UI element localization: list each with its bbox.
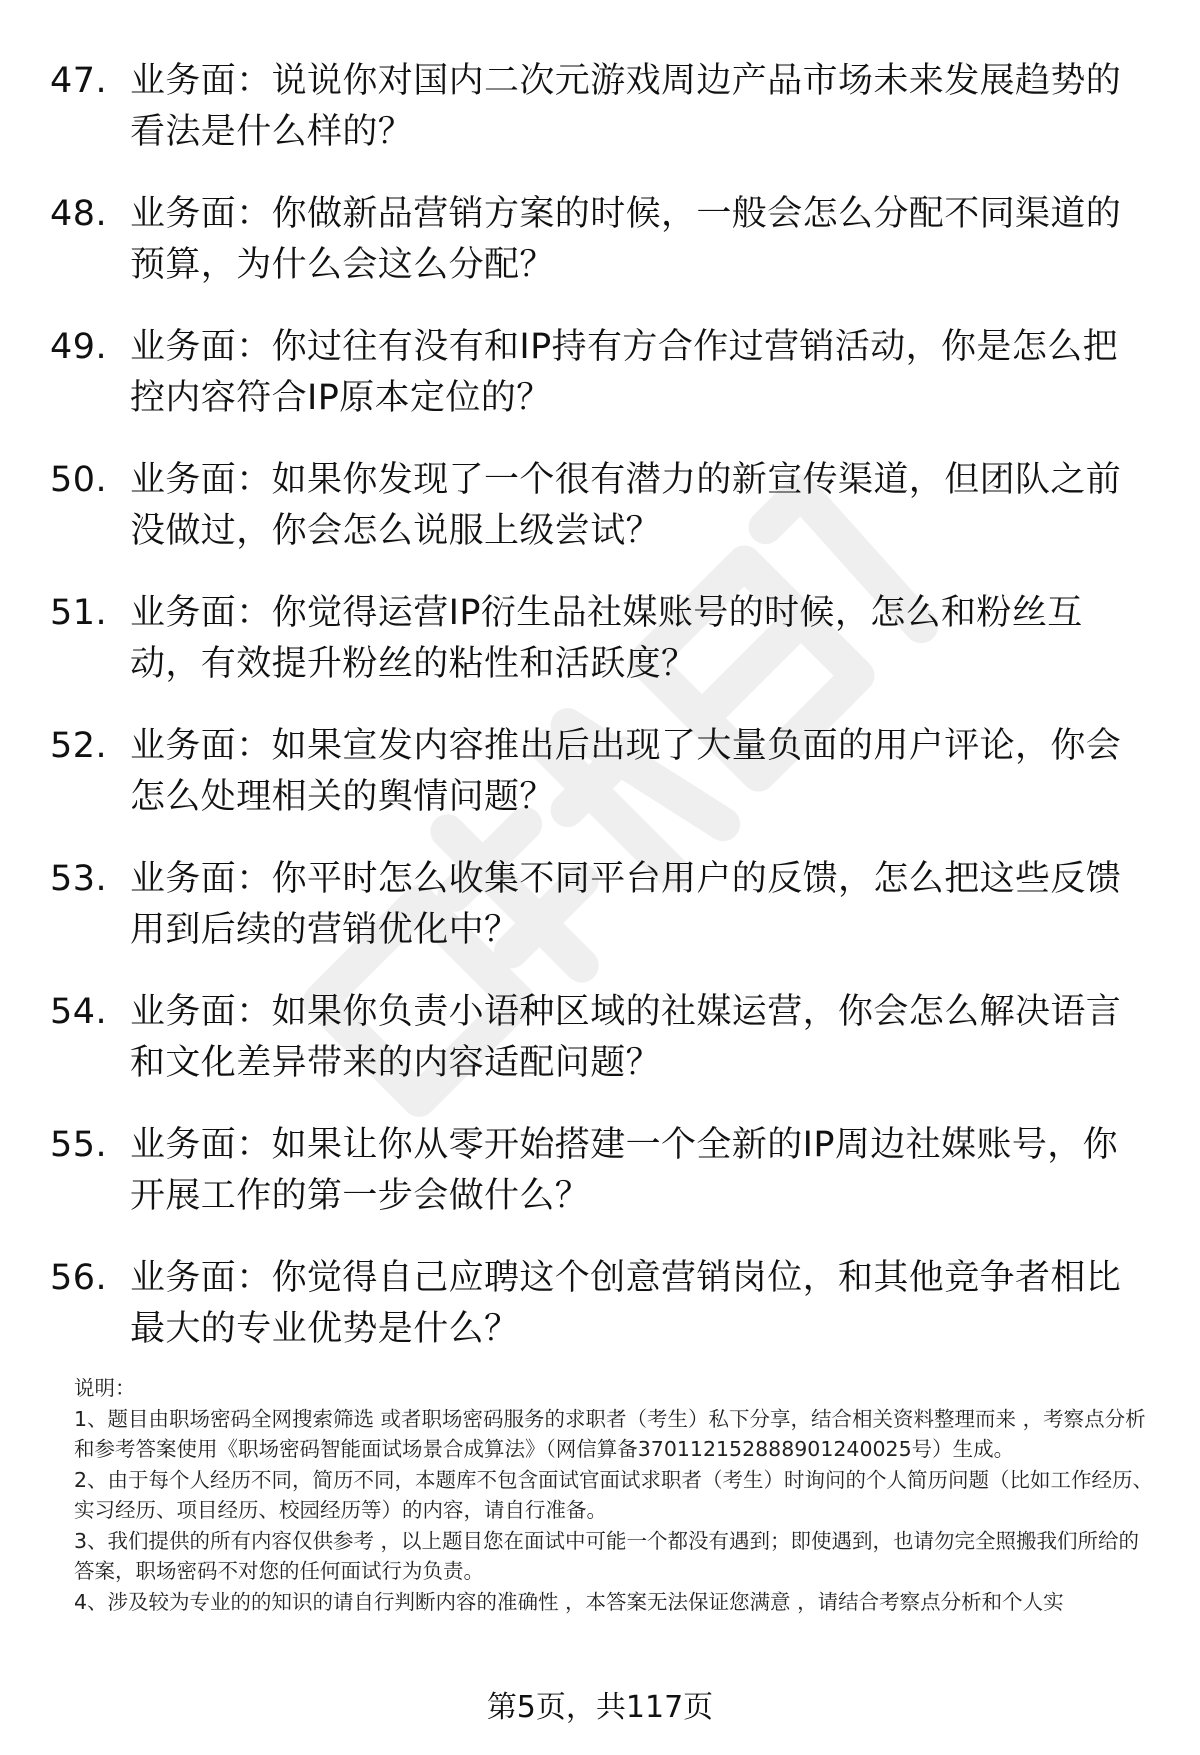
question-text: 业务面：你平时怎么收集不同平台用户的反馈，怎么把这些反馈用到后续的营销优化中？ [130, 859, 1122, 950]
question-item [0, 455, 1200, 588]
question-text: 业务面：如果你发现了一个很有潜力的新宣传渠道，但团队之前没做过，你会怎么说服上级尝试？ [130, 460, 1122, 551]
question-text: 业务面：如果宣发内容推出后出现了大量负面的用户评论，你会怎么处理相关的舆情问题？ [130, 726, 1122, 817]
question-item [0, 987, 1200, 1120]
notes-item: 4、涉及较为专业的的知识的请自行判断内容的准确性 ，本答案无法保证您满意 ，请结合考察点分析和个人实 [74, 1589, 1064, 1614]
question-number: 49. [50, 327, 108, 367]
question-text: 业务面：你做新品营销方案的时候，一般会怎么分配不同渠道的预算，为什么会这么分配？ [130, 194, 1122, 285]
question-number: 48. [50, 194, 108, 234]
question-number: 47. [50, 61, 108, 101]
question-item [0, 721, 1200, 854]
page-footer [0, 1688, 1200, 1728]
notes-item: 1、题目由职场密码全网搜索筛选 或者职场密码服务的求职者（考生）私下分享，结合相关资料整理而来 ，考察点分析和参考答案使用《职场密码智能面试场景合成算法》（网信算备370112152888901240025号）生成。 [74, 1406, 1146, 1461]
question-item [0, 854, 1200, 987]
question-number: 53. [50, 859, 108, 899]
question-text: 业务面：你觉得运营IP衍生品社媒账号的时候，怎么和粉丝互动，有效提升粉丝的粘性和活跃度？ [130, 593, 1083, 684]
question-list [0, 56, 1200, 1386]
question-text: 业务面：如果让你从零开始搭建一个全新的IP周边社媒账号，你开展工作的第一步会做什么？ [130, 1125, 1119, 1216]
page-number-label: 第5页，共117页 [486, 1690, 714, 1725]
question-number: 56. [50, 1258, 108, 1298]
question-text: 业务面：如果你负责小语种区域的社媒运营，你会怎么解决语言和文化差异带来的内容适配问题？ [130, 992, 1122, 1083]
question-item [0, 322, 1200, 455]
notes-section [74, 1373, 1154, 1617]
question-text: 业务面：说说你对国内二次元游戏周边产品市场未来发展趋势的看法是什么样的？ [130, 61, 1122, 152]
question-number: 51. [50, 593, 108, 633]
question-text: 业务面：你过往有没有和IP持有方合作过营销活动，你是怎么把控内容符合IP原本定位的？ [130, 327, 1119, 418]
question-item [0, 189, 1200, 322]
question-text: 业务面：你觉得自己应聘这个创意营销岗位，和其他竞争者相比最大的专业优势是什么？ [130, 1258, 1122, 1349]
notes-item: 2、由于每个人经历不同，简历不同，本题库不包含面试官面试求职者（考生）时询问的个人简历问题（比如工作经历、实习经历、项目经历、校园经历等）的内容，请自行准备。 [74, 1467, 1154, 1522]
notes-item: 3、我们提供的所有内容仅供参考 ，以上题目您在面试中可能一个都没有遇到；即使遇到，也请勿完全照搬我们所给的答案，职场密码不对您的任何面试行为负责。 [74, 1528, 1140, 1583]
question-item [0, 1253, 1200, 1386]
question-item [0, 588, 1200, 721]
question-number: 54. [50, 992, 108, 1032]
notes-title: 说明： [74, 1376, 136, 1400]
question-item [0, 56, 1200, 189]
question-number: 55. [50, 1125, 108, 1165]
question-number: 52. [50, 726, 108, 766]
question-number: 50. [50, 460, 108, 500]
question-item [0, 1120, 1200, 1253]
